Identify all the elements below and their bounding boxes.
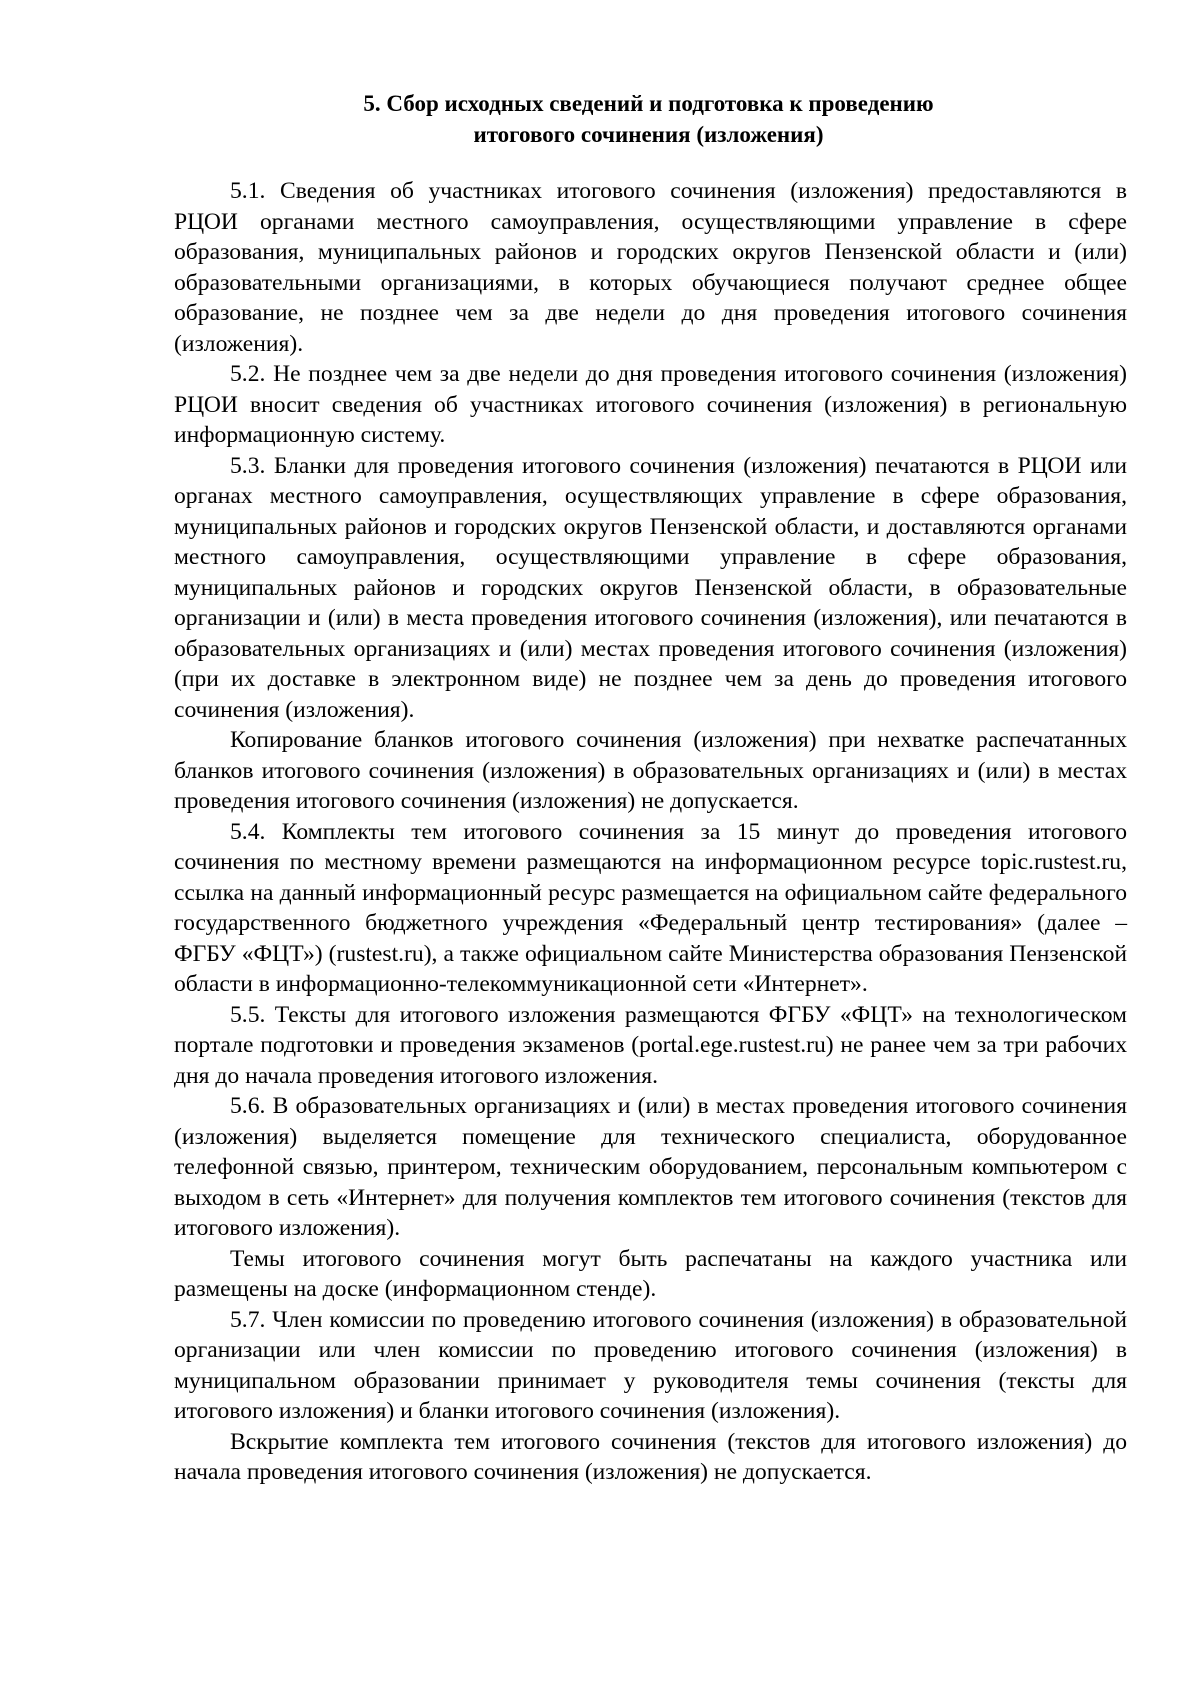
paragraph-5-5: 5.5. Тексты для итогового изложения размещаются ФГБУ «ФЦТ» на технологическом портале подготовки и проведения экзаменов (portal.ege.rustest.ru) не ранее чем за три рабочих дня до начала проведения итогового изложения. — [174, 1001, 1127, 1089]
section-title-line-2: итогового сочинения (изложения) — [473, 122, 824, 147]
paragraph-opening-set: Вскрытие комплекта тем итогового сочинения (текстов для итогового изложения) до начала проведения итогового сочинения (изложения) не допускается. — [174, 1428, 1127, 1485]
paragraph-5-4: 5.4. Комплекты тем итогового сочинения за 15 минут до проведения итогового сочинения по местному времени размещаются на информационном ресурсе topic.rustest.ru, ссылка на данный информационный ресурс размещается на официальном сайте федерального государственного бюджетного учреждения «Федеральный центр тестирования» (далее – ФГБУ «ФЦТ») (rustest.ru), а также официальном сайте Министерства образования Пензенской области в информационно-телекоммуникационной сети «Интернет». — [174, 818, 1127, 997]
paragraph-copying-forms: Копирование бланков итогового сочинения (изложения) при нехватке распечатанных бланков итогового сочинения (изложения) в образовательных организациях и (или) в местах проведения итогового сочинения (изложения) не допускается. — [174, 727, 1127, 814]
section-heading — [170, 88, 1127, 150]
paragraph-5-1: 5.1. Сведения об участниках итогового сочинения (изложения) предоставляются в РЦОИ органами местного самоуправления, осуществляющими управление в сфере образования, муниципальных районов и городских округов Пензенской области и (или) образовательными организациями, в которых обучающиеся получают среднее общее образование, не позднее чем за две недели до дня проведения итогового сочинения (изложения). — [174, 178, 1127, 357]
paragraph-5-3: 5.3. Бланки для проведения итогового сочинения (изложения) печатаются в РЦОИ или органах местного самоуправления, осуществляющих управление в сфере образования, муниципальных районов и городских округов Пензенской области, и доставляются органами местного самоуправления, осуществляющими управление в сфере образования, муниципальных районов и городских округов Пензенской области, в образовательные организации и (или) в места проведения итогового сочинения (изложения), или печатаются в образовательных организациях и (или) местах проведения итогового сочинения (изложения) (при их доставке в электронном виде) не позднее чем за день до проведения итогового сочинения (изложения). — [174, 452, 1127, 723]
document-body — [174, 176, 1127, 1488]
paragraph-5-6: 5.6. В образовательных организациях и (или) в местах проведения итогового сочинения (изложения) выделяется помещение для технического специалиста, оборудованное телефонной связью, принтером, техническим оборудованием, персональным компьютером с выходом в сеть «Интернет» для получения комплектов тем итогового сочинения (текстов для итогового изложения). — [174, 1093, 1127, 1241]
paragraph-5-2: 5.2. Не позднее чем за две недели до дня проведения итогового сочинения (изложения) РЦОИ вносит сведения об участниках итогового сочинения (изложения) в региональную информационную систему. — [174, 361, 1127, 448]
paragraph-topics-printing: Темы итогового сочинения могут быть распечатаны на каждого участника или размещены на доске (информационном стенде). — [174, 1245, 1127, 1302]
section-title-line-1: 5. Сбор исходных сведений и подготовка к проведению — [363, 91, 934, 116]
paragraph-5-7: 5.7. Член комиссии по проведению итогового сочинения (изложения) в образовательной организации или член комиссии по проведению итогового сочинения (изложения) в муниципальном образовании принимает у руководителя темы сочинения (тексты для итогового изложения) и бланки итогового сочинения (изложения). — [174, 1306, 1127, 1424]
